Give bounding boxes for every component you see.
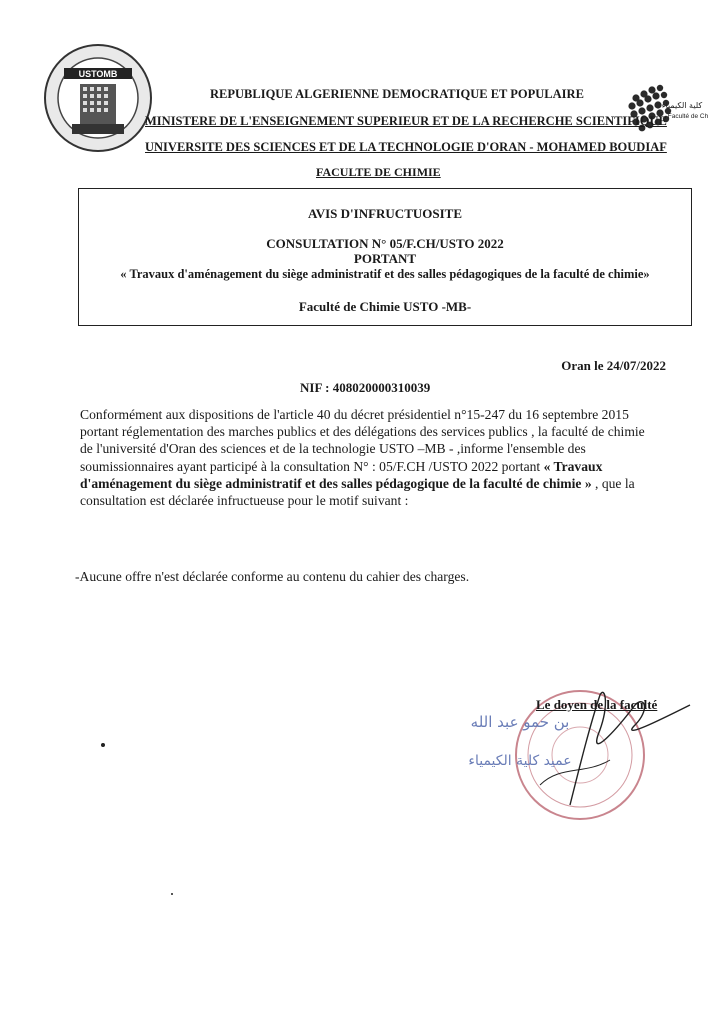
avis-box	[78, 188, 692, 326]
official-stamp	[420, 665, 710, 845]
signature-title: Le doyen de la faculté	[536, 697, 658, 712]
consultation-number: CONSULTATION N° 05/F.CH/USTO 2022	[266, 236, 504, 251]
body-bold-title: « Travaux d'aménagement du siège administratif et des salles pédagogique de la faculté de chimie »	[80, 458, 603, 491]
usto-logo	[42, 42, 154, 154]
nif-number: NIF : 408020000310039	[300, 380, 431, 395]
body-text-end: , que la consultation est déclarée infructueuse pour le motif suivant :	[80, 475, 635, 509]
svg-text:Faculté de Ch: Faculté de Ch	[667, 113, 709, 120]
header-university: UNIVERSITE DES SCIENCES ET DE LA TECHNOLOGIE D'ORAN - MOHAMED BOUDIAF	[145, 140, 667, 154]
avis-title: AVIS D'INFRUCTUOSITE	[308, 206, 462, 221]
portant-label: PORTANT	[353, 251, 417, 266]
svg-text:كلية الكيمياء: كلية الكيمياء	[661, 101, 703, 110]
document-date: Oran le 24/07/2022	[561, 358, 666, 373]
stamp-role: عميد كلية الكيمياء	[468, 753, 572, 769]
header-faculty: FACULTE DE CHIMIE	[316, 165, 441, 179]
faculte-label: Faculté de Chimie USTO -MB-	[298, 299, 472, 314]
body-paragraph	[80, 406, 650, 509]
motif-line: -Aucune offre n'est déclarée conforme au contenu du cahier des charges.	[75, 569, 470, 584]
faculty-chemistry-logo	[622, 76, 710, 146]
stray-dot	[101, 743, 105, 747]
header-republic: REPUBLIQUE ALGERIENNE DEMOCRATIQUE ET POPULAIRE	[210, 87, 584, 101]
travaux-title: « Travaux d'aménagement du siège administratif et des salles pédagogiques de la faculté de chimie»	[120, 267, 650, 281]
stamp-name: بن حمو عبد الله	[470, 713, 570, 731]
stray-dot-2	[171, 893, 173, 895]
svg-text:USTOMB: USTOMB	[78, 69, 118, 79]
body-text: Conformément aux dispositions de l'article 40 du décret présidentiel n°15-247 du 16 septembre 2015 portant réglementation des marches publics et des délégations des services publics , la faculté de chimie de l'université d'Oran des sciences et de la technologie USTO –MB - ,informe l'ensemble des soumissionnaires ayant participé à la consultation N° : 05/F.CH /USTO 2022 portant	[80, 407, 645, 474]
header-ministry: MINISTERE DE L'ENSEIGNEMENT SUPERIEUR ET DE LA RECHERCHE SCIENTIFIQUE	[145, 114, 667, 128]
